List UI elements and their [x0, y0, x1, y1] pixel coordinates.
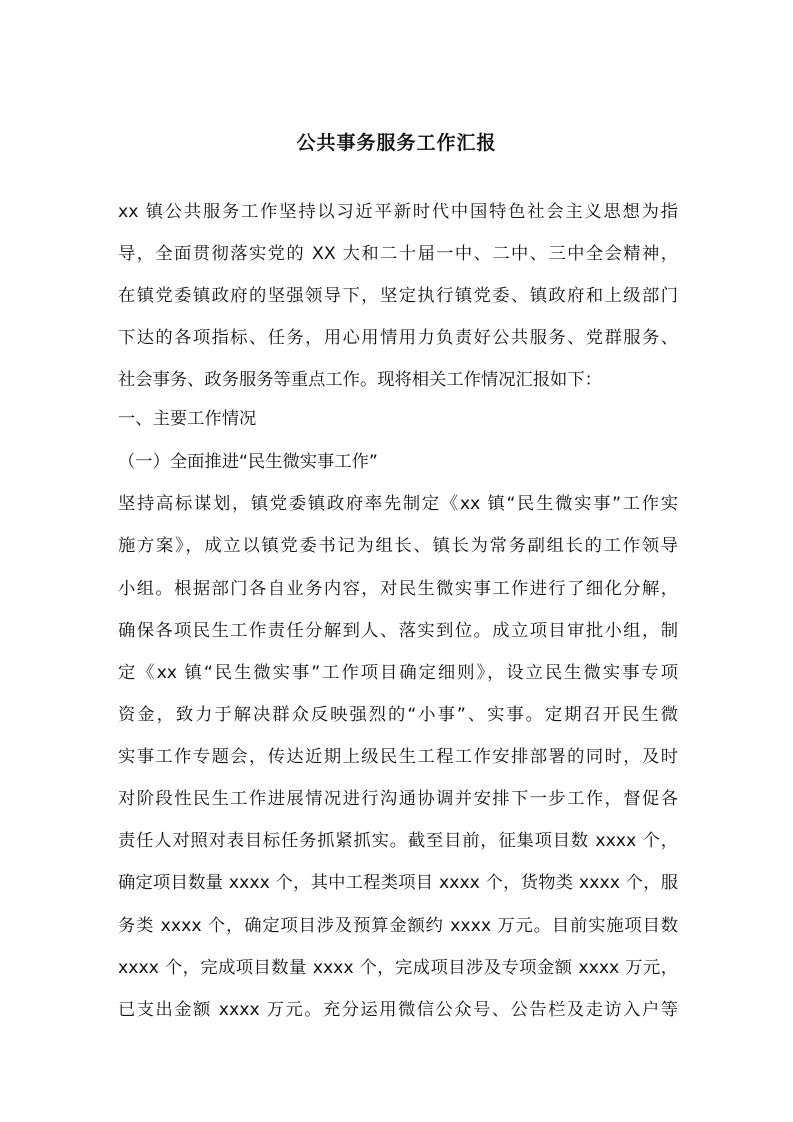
paragraph-line: 导，全面贯彻落实党的 XX 大和二十届一中、二中、三中全会精神，: [118, 244, 678, 264]
paragraph-line: 坚持高标谋划，镇党委镇政府率先制定《xx 镇“民生微实事”工作实: [118, 494, 678, 514]
section-heading: 一、主要工作情况: [118, 409, 257, 429]
paragraph-line: 定《xx 镇“民生微实事”工作项目确定细则》，设立民生微实事专项: [118, 663, 678, 683]
paragraph-line: 资金，致力于解决群众反映强烈的“小事”、实事。定期召开民生微: [118, 705, 678, 725]
paragraph-line: 实事工作专题会，传达近期上级民生工程工作安排部署的同时，及时: [118, 747, 678, 767]
paragraph-line: 责任人对照对表目标任务抓紧抓实。截至目前，征集项目数 xxxx 个，: [118, 831, 678, 851]
paragraph-line: 对阶段性民生工作进展情况进行沟通协调并安排下一步工作，督促各: [118, 789, 678, 809]
paragraph-line: 小组。根据部门各自业务内容，对民生微实事工作进行了细化分解，: [118, 579, 678, 599]
paragraph-line: 确保各项民生工作责任分解到人、落实到位。成立项目审批小组，制: [118, 621, 678, 641]
paragraph-line: 社会事务、政务服务等重点工作。现将相关工作情况汇报如下：: [118, 370, 602, 390]
paragraph-line: 务类 xxxx 个，确定项目涉及预算金额约 xxxx 万元。目前实施项目数: [118, 916, 678, 936]
paragraph-line: 已支出金额 xxxx 万元。充分运用微信公众号、公告栏及走访入户等: [118, 1000, 678, 1020]
paragraph-line: 下达的各项指标、任务，用心用情用力负责好公共服务、党群服务、: [118, 328, 678, 348]
paragraph-line: xx 镇公共服务工作坚持以习近平新时代中国特色社会主义思想为指: [118, 202, 678, 222]
paragraph-line: 确定项目数量 xxxx 个，其中工程类项目 xxxx 个，货物类 xxxx 个，服: [118, 873, 678, 893]
document-title: 公共事务服务工作汇报: [296, 132, 497, 154]
paragraph-line: 施方案》，成立以镇党委书记为组长、镇长为常务副组长的工作领导: [118, 536, 678, 556]
paragraph-line: xxxx 个，完成项目数量 xxxx 个，完成项目涉及专项金额 xxxx 万元，: [118, 958, 678, 978]
subsection-heading: （一）全面推进“民生微实事工作”: [118, 452, 378, 472]
paragraph-line: 在镇党委镇政府的坚强领导下，坚定执行镇党委、镇政府和上级部门: [118, 286, 678, 306]
